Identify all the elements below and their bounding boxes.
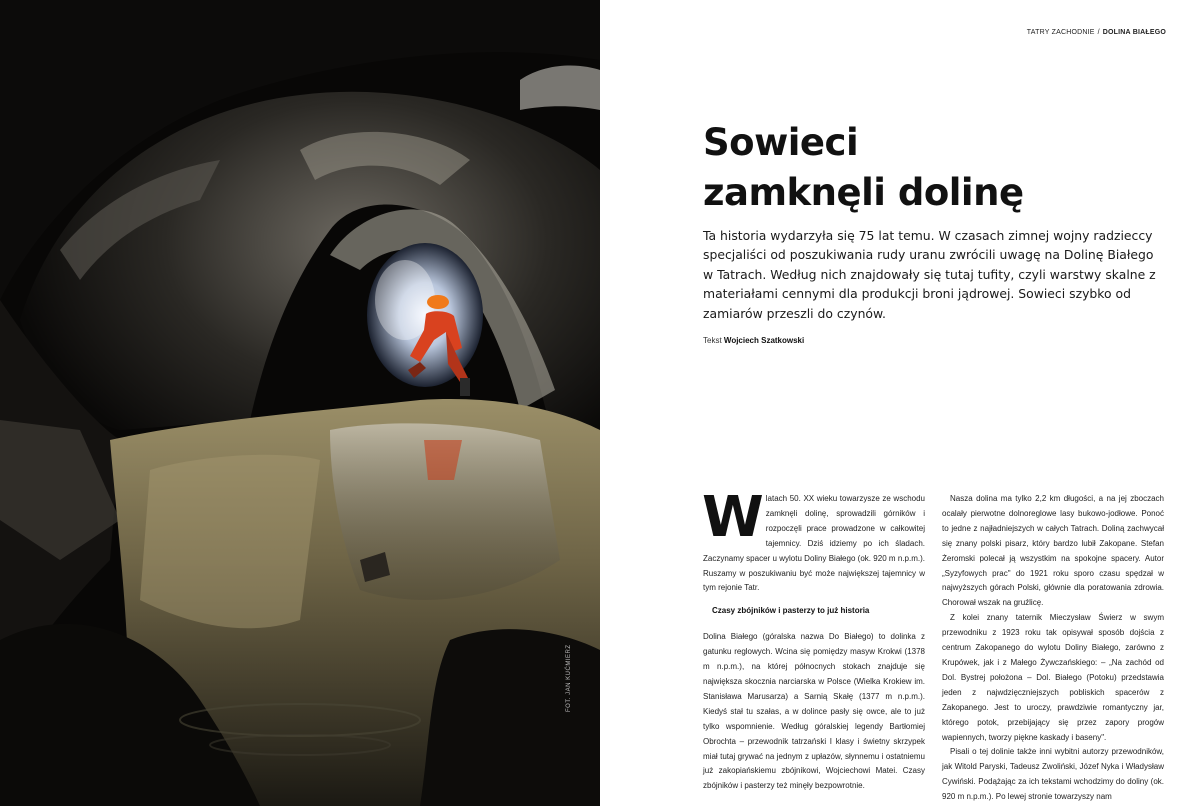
paragraph-intro-text: latach 50. XX wieku towarzysze ze wschodu zamknęli dolinę, sprowadzili górników i rozpoczęli prace prowadzone w całkowitej tajemnicy. Dziś idziemy po ich śladach. Zaczynamy spacer u wylotu Doliny Białego (ok. 920 m n.p.m.). Ruszamy w poszukiwaniu być może największej tajemnicy w tym rejonie Tatr. bbox=[703, 494, 925, 593]
paragraph: Pisali o tej dolinie także inni wybitni autorzy przewodników, jak Witold Paryski, Tadeusz Zwoliński, Józef Nyka i Władysław Cywiński. Podążając za ich tekstami wchodzimy do doliny (ok. 920 m n.p.m.). Po lewej stronie towarzyszy nam bbox=[942, 747, 1164, 802]
paragraph-intro bbox=[702, 485, 925, 596]
running-head-section: TATRY ZACHODNIE bbox=[1026, 29, 1095, 36]
running-head bbox=[1027, 29, 1166, 36]
paragraph: Z kolei znany taternik Mieczysław Świerz w swym przewodniku z 1923 roku tak opisywał sposób dojścia z centrum Zakopanego do wylotu Doliny Białego, zarówno z Krupówek, jak i z Małego Żywczańskiego: – „Na zachód od Dol. Bystrej położona – Dol. Białego (Potoku) przedstawia jeden z najwdzięczniejszych pobliskich spacerów z Zakopanego. Jest to uroczy, prawdziwie romantyczny jar, którego potok, przebijający się przez zapory progów wapiennych, tworzy piękne kaskady i baseny". bbox=[942, 613, 1164, 742]
article-page bbox=[600, 0, 1200, 806]
article-lead: Ta historia wydarzyła się 75 lat temu. W czasach zimnej wojny radzieccy specjaliści od poszukiwania rudy uranu zwrócili uwagę na Dolinę Białego w Tatrach. Według nich znajdowały się tutaj tufity, czyli warstwy skalne z materiałami cennymi dla produkcji broni jądrowej. Sowieci szybko od zamiarów przeszli do czynów. bbox=[703, 228, 1156, 321]
byline bbox=[703, 336, 804, 345]
article-title bbox=[703, 118, 1143, 218]
subheading: Czasy zbójników i pasterzy to już historia bbox=[712, 606, 870, 616]
paragraph: Dolina Białego (góralska nazwa Do Białego) to dolinka z gatunku reglowych. Wcina się pomiędzy masyw Krokwi (1378 m n.p.m.), na której północnych stokach znajduje się największa skocznia narciarska w Polsce (Wielka Krokiew im. Stanisława Marusarza) a Sarnią Skałę (1377 m n.p.m.). Kiedyś stał tu szałas, a w dolince pasły się owce, ale to już tylko wspomnienie. Według góralskiej legendy Bartłomiej Obrochta – przewodnik tatrzański I klasy i świetny skrzypek miał tutaj grywać na jednym z upłazów, słynnemu i ostatniemu już zakopiańskiemu zbójnikowi, Wojciechowi Matei. Czasy zbójników i pasterzy też minęły bezpowrotnie. bbox=[703, 632, 925, 791]
article-title-line-1: Sowieci bbox=[703, 121, 859, 164]
byline-author: Wojciech Szatkowski bbox=[723, 336, 805, 345]
text-column-left bbox=[702, 485, 925, 794]
running-head-topic: DOLINA BIAŁEGO bbox=[1102, 29, 1166, 36]
photo-credit: FOT. JAN KUĆMIERZ bbox=[566, 644, 572, 712]
article-title-line-2: zamknęli dolinę bbox=[703, 171, 1024, 214]
running-head-separator: / bbox=[1097, 29, 1100, 36]
byline-label: Tekst bbox=[703, 336, 722, 345]
text-column-right bbox=[942, 492, 1164, 805]
paragraph: Nasza dolina ma tylko 2,2 km długości, a na jej zboczach ocalały pierwotne dolnoreglowe lasy bukowo-jodłowe. Ponoć to jedne z najładniejszych w całych Tatrach. Doliną zachwycał się znany polski pisarz, który bardzo lubił Zakopane. Stefan Żeromski polecał ją wszystkim na spokojne spacery. Autor „Syzyfowych prac" do 1921 roku sporo czasu spędzał w najwyższych górach Polski, głównie dla poratowania zdrowia. Chorował wszak na gruźlicę. bbox=[942, 494, 1164, 608]
dropcap: W bbox=[702, 485, 761, 550]
